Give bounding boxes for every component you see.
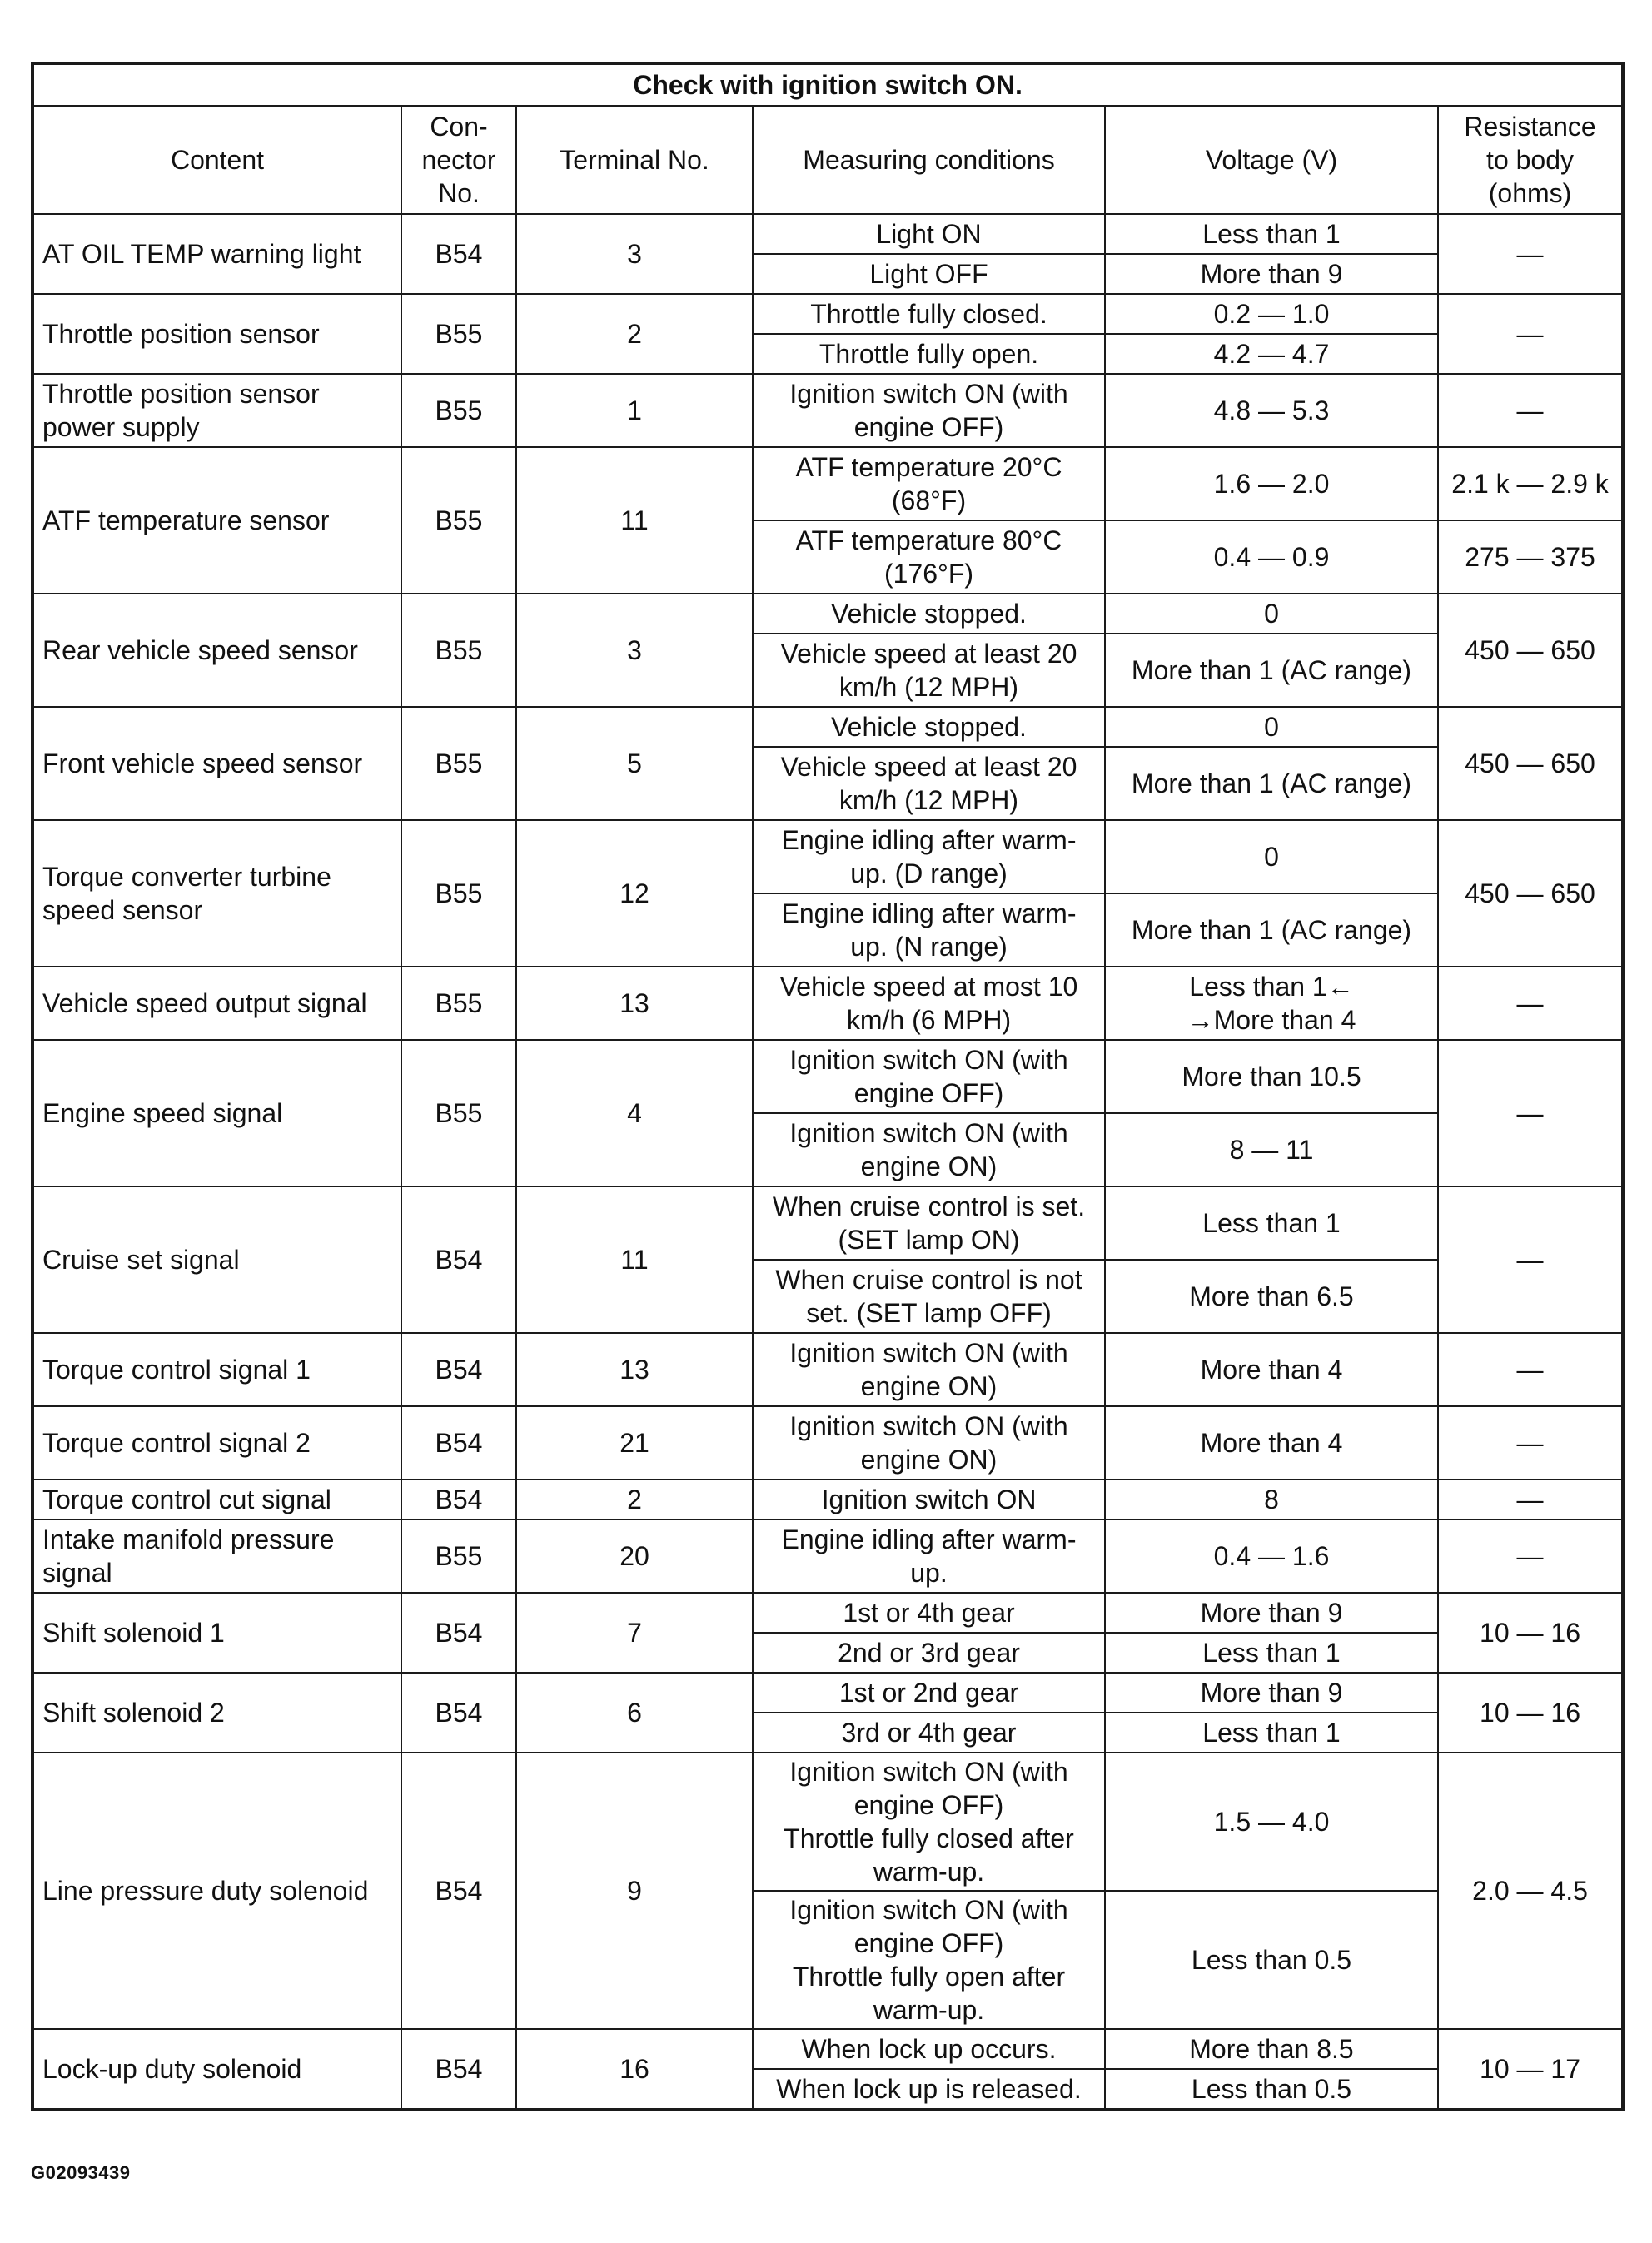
content-cell: Line pressure duty solenoid bbox=[32, 1753, 401, 2029]
connector-cell: B54 bbox=[401, 214, 516, 294]
voltage-cell: More than 1 (AC range) bbox=[1105, 747, 1438, 820]
voltage-cell: Less than 1 bbox=[1105, 1713, 1438, 1753]
voltage-cell: 0 bbox=[1105, 707, 1438, 747]
table-row bbox=[32, 1040, 1623, 1113]
content-cell: AT OIL TEMP warning light bbox=[32, 214, 401, 294]
condition-cell: When lock up occurs. bbox=[753, 2029, 1105, 2069]
condition-cell: Vehicle stopped. bbox=[753, 707, 1105, 747]
voltage-cell: Less than 0.5 bbox=[1105, 1891, 1438, 2029]
voltage-cell: 0 bbox=[1105, 820, 1438, 893]
condition-cell: Vehicle speed at most 10 km/h (6 MPH) bbox=[753, 967, 1105, 1040]
content-cell: Cruise set signal bbox=[32, 1186, 401, 1333]
table-row bbox=[32, 1593, 1623, 1633]
terminal-cell: 5 bbox=[516, 707, 753, 820]
condition-cell: Vehicle speed at least 20 km/h (12 MPH) bbox=[753, 747, 1105, 820]
content-cell: ATF temperature sensor bbox=[32, 447, 401, 594]
connector-cell: B54 bbox=[401, 1480, 516, 1519]
voltage-cell: Less than 0.5 bbox=[1105, 2069, 1438, 2110]
table-row bbox=[32, 1186, 1623, 1260]
connector-cell: B55 bbox=[401, 707, 516, 820]
voltage-cell: 4.2 — 4.7 bbox=[1105, 334, 1438, 374]
terminal-cell: 12 bbox=[516, 820, 753, 967]
header-content: Content bbox=[32, 106, 401, 214]
content-cell: Torque control signal 1 bbox=[32, 1333, 401, 1406]
content-cell: Throttle position sensor power supply bbox=[32, 374, 401, 447]
resistance-cell: — bbox=[1438, 1333, 1623, 1406]
condition-cell: Ignition switch ON (with engine OFF) Throttle fully open after warm-up. bbox=[753, 1891, 1105, 2029]
terminal-cell: 20 bbox=[516, 1519, 753, 1593]
resistance-cell: 10 — 16 bbox=[1438, 1673, 1623, 1753]
resistance-cell: — bbox=[1438, 374, 1623, 447]
voltage-cell: More than 1 (AC range) bbox=[1105, 634, 1438, 707]
connector-cell: B54 bbox=[401, 1406, 516, 1480]
voltage-cell: More than 9 bbox=[1105, 1593, 1438, 1633]
table-row bbox=[32, 1519, 1623, 1593]
condition-cell: Ignition switch ON (with engine ON) bbox=[753, 1113, 1105, 1186]
title-row bbox=[32, 63, 1623, 106]
table-row bbox=[32, 1673, 1623, 1713]
header-voltage: Voltage (V) bbox=[1105, 106, 1438, 214]
table-row bbox=[32, 967, 1623, 1040]
table-row bbox=[32, 1406, 1623, 1480]
condition-cell: Ignition switch ON bbox=[753, 1480, 1105, 1519]
condition-cell: Vehicle speed at least 20 km/h (12 MPH) bbox=[753, 634, 1105, 707]
terminal-cell: 1 bbox=[516, 374, 753, 447]
resistance-cell: 450 — 650 bbox=[1438, 820, 1623, 967]
terminal-cell: 13 bbox=[516, 967, 753, 1040]
voltage-cell: More than 4 bbox=[1105, 1406, 1438, 1480]
figure-id: G02093439 bbox=[31, 2162, 131, 2183]
terminal-cell: 3 bbox=[516, 594, 753, 707]
voltage-cell: 8 — 11 bbox=[1105, 1113, 1438, 1186]
voltage-cell: 0.2 — 1.0 bbox=[1105, 294, 1438, 334]
content-cell: Shift solenoid 2 bbox=[32, 1673, 401, 1753]
table-row bbox=[32, 294, 1623, 334]
voltage-cell: More than 4 bbox=[1105, 1333, 1438, 1406]
resistance-cell: — bbox=[1438, 1040, 1623, 1186]
resistance-cell: — bbox=[1438, 214, 1623, 294]
condition-cell: ATF temperature 20°C (68°F) bbox=[753, 447, 1105, 520]
condition-cell: Engine idling after warm- up. (D range) bbox=[753, 820, 1105, 893]
resistance-cell: — bbox=[1438, 1186, 1623, 1333]
connector-cell: B55 bbox=[401, 447, 516, 594]
connector-cell: B54 bbox=[401, 1593, 516, 1673]
condition-cell: 2nd or 3rd gear bbox=[753, 1633, 1105, 1673]
content-cell: Torque control signal 2 bbox=[32, 1406, 401, 1480]
header-conditions: Measuring conditions bbox=[753, 106, 1105, 214]
terminal-cell: 4 bbox=[516, 1040, 753, 1186]
header-row bbox=[32, 106, 1623, 214]
content-cell: Intake manifold pressure signal bbox=[32, 1519, 401, 1593]
condition-cell: When cruise control is not set. (SET lamp OFF) bbox=[753, 1260, 1105, 1333]
condition-cell: Ignition switch ON (with engine OFF) Throttle fully closed after warm-up. bbox=[753, 1753, 1105, 1891]
table-row bbox=[32, 374, 1623, 447]
condition-cell: 1st or 2nd gear bbox=[753, 1673, 1105, 1713]
voltage-cell: Less than 1← →More than 4 bbox=[1105, 967, 1438, 1040]
condition-cell: When cruise control is set. (SET lamp ON) bbox=[753, 1186, 1105, 1260]
condition-cell: ATF temperature 80°C (176°F) bbox=[753, 520, 1105, 594]
content-cell: Torque control cut signal bbox=[32, 1480, 401, 1519]
resistance-cell: 2.1 k — 2.9 k bbox=[1438, 447, 1623, 520]
resistance-cell: 10 — 17 bbox=[1438, 2029, 1623, 2110]
table-row bbox=[32, 1333, 1623, 1406]
condition-cell: Vehicle stopped. bbox=[753, 594, 1105, 634]
condition-cell: Ignition switch ON (with engine OFF) bbox=[753, 1040, 1105, 1113]
content-cell: Lock-up duty solenoid bbox=[32, 2029, 401, 2110]
condition-cell: Light OFF bbox=[753, 254, 1105, 294]
specification-sheet bbox=[31, 62, 1621, 2111]
terminal-cell: 6 bbox=[516, 1673, 753, 1753]
resistance-cell: — bbox=[1438, 1519, 1623, 1593]
terminal-cell: 7 bbox=[516, 1593, 753, 1673]
terminal-cell: 11 bbox=[516, 447, 753, 594]
condition-cell: Ignition switch ON (with engine OFF) bbox=[753, 374, 1105, 447]
table-row bbox=[32, 2029, 1623, 2069]
table-row bbox=[32, 1480, 1623, 1519]
voltage-cell: Less than 1 bbox=[1105, 1633, 1438, 1673]
voltage-cell: 4.8 — 5.3 bbox=[1105, 374, 1438, 447]
resistance-cell: 10 — 16 bbox=[1438, 1593, 1623, 1673]
table-row bbox=[32, 1753, 1623, 1891]
terminal-cell: 3 bbox=[516, 214, 753, 294]
connector-cell: B54 bbox=[401, 1186, 516, 1333]
connector-cell: B55 bbox=[401, 594, 516, 707]
content-cell: Rear vehicle speed sensor bbox=[32, 594, 401, 707]
connector-cell: B55 bbox=[401, 967, 516, 1040]
voltage-cell: Less than 1 bbox=[1105, 214, 1438, 254]
condition-cell: 3rd or 4th gear bbox=[753, 1713, 1105, 1753]
table-row bbox=[32, 820, 1623, 893]
terminal-cell: 2 bbox=[516, 1480, 753, 1519]
voltage-cell: 8 bbox=[1105, 1480, 1438, 1519]
table-title: Check with ignition switch ON. bbox=[32, 63, 1623, 106]
resistance-cell: 2.0 — 4.5 bbox=[1438, 1753, 1623, 2029]
resistance-cell: — bbox=[1438, 294, 1623, 374]
voltage-cell: More than 1 (AC range) bbox=[1105, 893, 1438, 967]
voltage-cell: More than 6.5 bbox=[1105, 1260, 1438, 1333]
voltage-cell: More than 8.5 bbox=[1105, 2029, 1438, 2069]
connector-cell: B55 bbox=[401, 1040, 516, 1186]
condition-cell: Engine idling after warm- up. bbox=[753, 1519, 1105, 1593]
table-row bbox=[32, 214, 1623, 254]
header-terminal: Terminal No. bbox=[516, 106, 753, 214]
voltage-cell: 0.4 — 1.6 bbox=[1105, 1519, 1438, 1593]
connector-cell: B54 bbox=[401, 1673, 516, 1753]
resistance-cell: — bbox=[1438, 1480, 1623, 1519]
voltage-cell: Less than 1 bbox=[1105, 1186, 1438, 1260]
content-cell: Torque converter turbine speed sensor bbox=[32, 820, 401, 967]
terminal-cell: 2 bbox=[516, 294, 753, 374]
condition-cell: Light ON bbox=[753, 214, 1105, 254]
terminal-cell: 21 bbox=[516, 1406, 753, 1480]
connector-cell: B55 bbox=[401, 1519, 516, 1593]
voltage-cell: 0 bbox=[1105, 594, 1438, 634]
condition-cell: Ignition switch ON (with engine ON) bbox=[753, 1406, 1105, 1480]
terminal-cell: 11 bbox=[516, 1186, 753, 1333]
voltage-cell: More than 9 bbox=[1105, 254, 1438, 294]
resistance-cell: — bbox=[1438, 1406, 1623, 1480]
connector-cell: B54 bbox=[401, 1753, 516, 2029]
table-row bbox=[32, 594, 1623, 634]
terminal-check-table bbox=[31, 62, 1625, 2111]
table-row bbox=[32, 447, 1623, 520]
connector-cell: B54 bbox=[401, 2029, 516, 2110]
content-cell: Front vehicle speed sensor bbox=[32, 707, 401, 820]
condition-cell: Engine idling after warm- up. (N range) bbox=[753, 893, 1105, 967]
terminal-cell: 9 bbox=[516, 1753, 753, 2029]
content-cell: Throttle position sensor bbox=[32, 294, 401, 374]
resistance-cell: 275 — 375 bbox=[1438, 520, 1623, 594]
condition-cell: 1st or 4th gear bbox=[753, 1593, 1105, 1633]
content-cell: Vehicle speed output signal bbox=[32, 967, 401, 1040]
connector-cell: B54 bbox=[401, 1333, 516, 1406]
table-row bbox=[32, 707, 1623, 747]
connector-cell: B55 bbox=[401, 820, 516, 967]
voltage-cell: More than 9 bbox=[1105, 1673, 1438, 1713]
resistance-cell: 450 — 650 bbox=[1438, 707, 1623, 820]
voltage-cell: 1.6 — 2.0 bbox=[1105, 447, 1438, 520]
voltage-cell: More than 10.5 bbox=[1105, 1040, 1438, 1113]
header-resistance: Resistance to body (ohms) bbox=[1438, 106, 1623, 214]
table-body bbox=[32, 214, 1623, 2110]
resistance-cell: 450 — 650 bbox=[1438, 594, 1623, 707]
content-cell: Shift solenoid 1 bbox=[32, 1593, 401, 1673]
voltage-cell: 1.5 — 4.0 bbox=[1105, 1753, 1438, 1891]
connector-cell: B55 bbox=[401, 294, 516, 374]
content-cell: Engine speed signal bbox=[32, 1040, 401, 1186]
terminal-cell: 16 bbox=[516, 2029, 753, 2110]
voltage-cell: 0.4 — 0.9 bbox=[1105, 520, 1438, 594]
header-connector: Con- nector No. bbox=[401, 106, 516, 214]
condition-cell: When lock up is released. bbox=[753, 2069, 1105, 2110]
connector-cell: B55 bbox=[401, 374, 516, 447]
condition-cell: Throttle fully open. bbox=[753, 334, 1105, 374]
resistance-cell: — bbox=[1438, 967, 1623, 1040]
condition-cell: Ignition switch ON (with engine ON) bbox=[753, 1333, 1105, 1406]
condition-cell: Throttle fully closed. bbox=[753, 294, 1105, 334]
terminal-cell: 13 bbox=[516, 1333, 753, 1406]
